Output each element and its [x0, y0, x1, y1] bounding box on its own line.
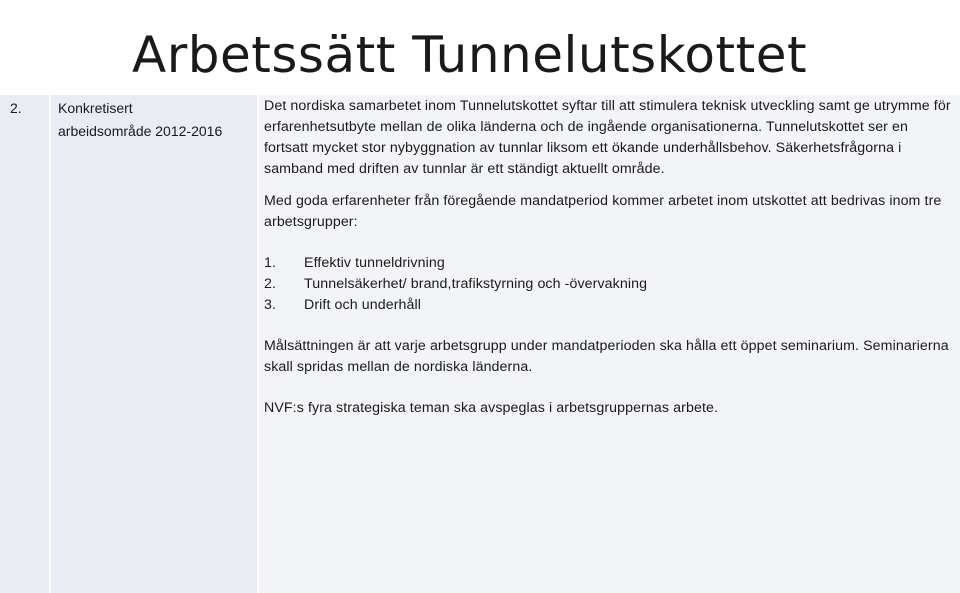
paragraph-workgroups: Med goda erfarenheter från föregående mandatperiod kommer arbetet inom utskottet att bedrivas inom tre arbetsgrupper:: [264, 193, 942, 230]
paragraph-seminars: Målsättningen är att varje arbetsgrupp under mandatperioden ska hålla ett öppet seminarium. Seminarierna skall spridas mellan de nordiska länderna.: [264, 338, 949, 375]
section-label-line2: arbeidsområde 2012-2016: [58, 123, 223, 139]
paragraph-themes: NVF:s fyra strategiska teman ska avspeglas i arbetsgruppernas arbete.: [264, 400, 719, 416]
paragraph-intro: Det nordiska samarbetet inom Tunnelutskottet syftar till att stimulera teknisk utveckling samt ge utrymme för erfarenhetsutbyte mellan de olika länderna och de ingående organisationerna. Tunnelutskottet ser en fortsatt mycket stor nybyggnation av tunnlar liksom ett ökande underhållsbehov. Säkerhetsfrågorna i samband med driften av tunnlar är ett ständigt aktuellt område.: [264, 98, 951, 177]
list-item-number: 1.: [264, 255, 277, 271]
workgroup-list: [264, 253, 954, 316]
section-number-column: [0, 95, 51, 593]
section-label-line1: Konkretisert: [58, 100, 133, 116]
list-item-text: Drift och underhåll: [304, 297, 422, 313]
section-label-column: [51, 95, 259, 593]
list-item: [264, 274, 954, 295]
section-body: [264, 96, 954, 419]
list-item-number: 3.: [264, 297, 277, 313]
list-item-text: Tunnelsäkerhet/ brand,trafikstyrning och -övervakning: [304, 276, 648, 292]
list-item-number: 2.: [264, 276, 277, 292]
list-item-text: Effektiv tunneldrivning: [304, 255, 445, 271]
section-label: [58, 97, 248, 143]
page-title: Arbetssätt Tunnelutskottet: [132, 25, 808, 84]
section-number: 2.: [10, 100, 22, 116]
list-item: [264, 253, 954, 274]
list-item: [264, 295, 954, 316]
